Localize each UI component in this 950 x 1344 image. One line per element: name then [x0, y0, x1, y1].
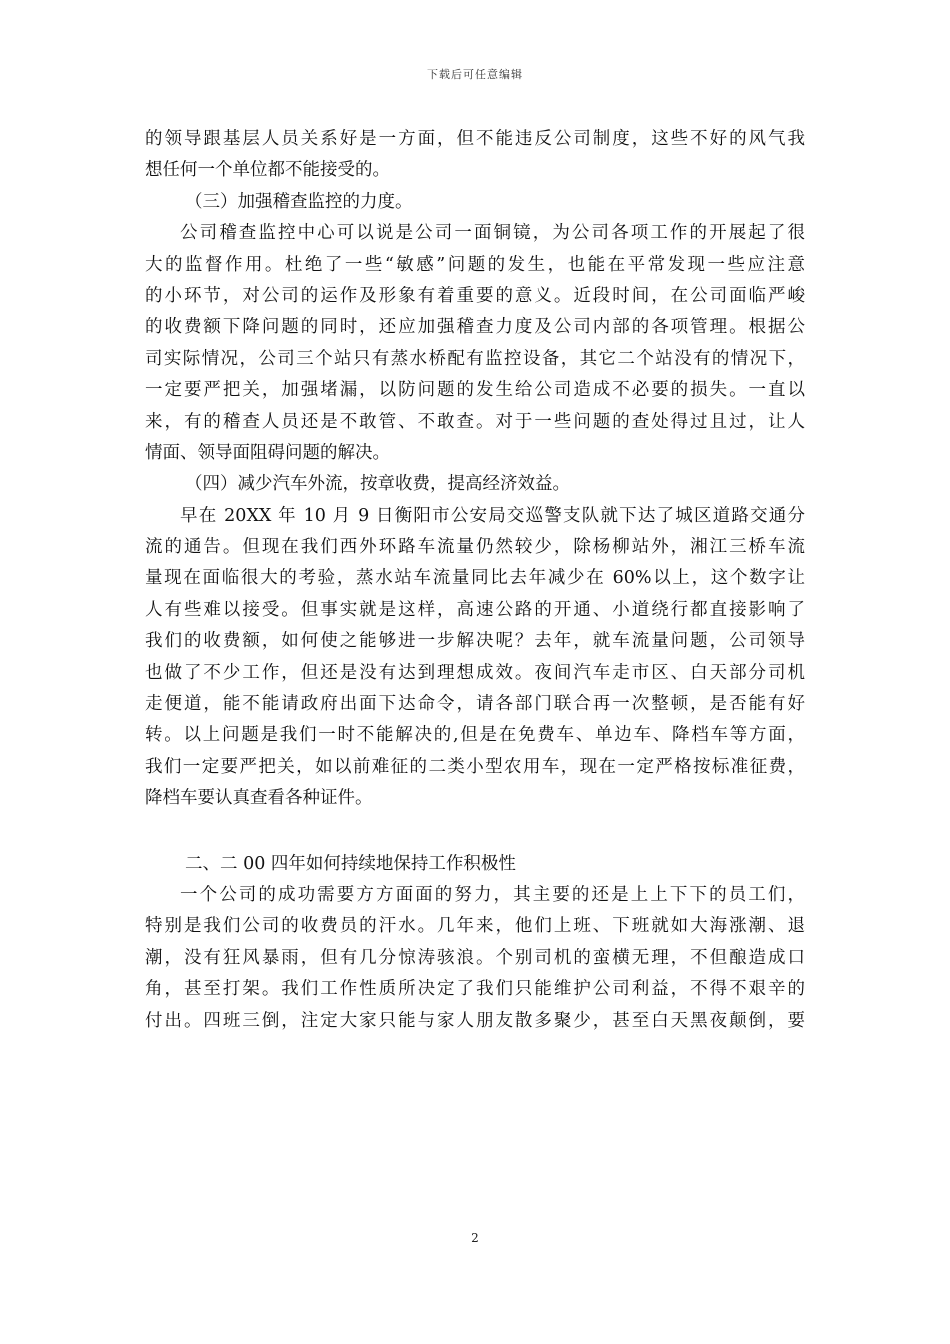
page-number: 2	[471, 1231, 479, 1245]
text-line: 早在 20XX 年 10 月 9 日衡阳市公安局交巡警支队就下达了城区道路交通分	[180, 505, 805, 526]
text-line: 的领导跟基层人员关系好是一方面，但不能违反公司制度，这些不好的风气我	[145, 129, 805, 149]
text-line: 量现在面临很大的考验，蒸水站车流量同比去年减少在 60%以上，这个数字让	[145, 568, 805, 589]
text-line: 我们的收费额，如何使之能够进一步解决呢？去年，就车流量问题，公司领导	[145, 631, 805, 652]
subsection-heading: （四）减少汽车外流，按章收费，提高经济效益。	[185, 474, 570, 495]
text-line: 转。以上问题是我们一时不能解决的,但是在免费车、单边车、降档车等方面，	[145, 725, 805, 746]
text-line: 的收费额下降问题的同时，还应加强稽查力度及公司内部的各项管理。根据公	[145, 317, 805, 338]
text-line: 我们一定要严把关，如以前难征的二类小型农用车，现在一定严格按标准征费，	[145, 756, 805, 777]
text-line: 降档车要认真查看各种证件。	[145, 788, 373, 809]
text-line: 潮，没有狂风暴雨，但有几分惊涛骇浪。个别司机的蛮横无理，不但酿造成口	[145, 947, 805, 968]
text-line: 特别是我们公司的收费员的汗水。几年来，他们上班、下班就如大海涨潮、退	[145, 916, 805, 937]
text-line: 走便道，能不能请政府出面下达命令，请各部门联合再一次整顿，是否能有好	[145, 694, 805, 715]
page-header: 下载后可任意编辑	[427, 68, 523, 81]
document-body	[145, 124, 805, 1037]
spacer	[145, 815, 805, 849]
text-line: 流的通告。但现在我们西外环路车流量仍然较少，除杨柳站外，湘江三桥车流	[145, 537, 805, 558]
paragraph	[145, 218, 805, 469]
text-line: 一个公司的成功需要方方面面的努力，其主要的还是上上下下的员工们，	[180, 884, 805, 905]
text-line: 付出。四班三倒，注定大家只能与家人朋友散多聚少，甚至白天黑夜颠倒，要	[145, 1010, 805, 1031]
text-line: 来，有的稽查人员还是不敢管、不敢查。对于一些问题的查处得过且过，让人	[145, 411, 805, 432]
text-line: 人有些难以接受。但事实就是这样，高速公路的开通、小道绕行都直接影响了	[145, 599, 805, 620]
text-line: 角，甚至打架。我们工作性质所决定了我们只能维护公司利益，不得不艰辛的	[145, 979, 805, 1000]
paragraph	[145, 880, 805, 1037]
text-line: 的小环节，对公司的运作及形象有着重要的意义。近段时间，在公司面临严峻	[145, 285, 805, 306]
paragraph	[145, 124, 805, 187]
paragraph	[145, 501, 805, 815]
text-line: 公司稽查监控中心可以说是公司一面铜镜，为公司各项工作的开展起了很	[180, 223, 805, 244]
text-line: 一定要严把关，加强堵漏，以防问题的发生给公司造成不必要的损失。一直以	[145, 380, 805, 401]
text-line: 司实际情况，公司三个站只有蒸水桥配有监控设备，其它二个站没有的情况下，	[145, 348, 805, 369]
text-line: 情面、领导面阻碍问题的解决。	[145, 442, 390, 463]
text-line: 大的监督作用。杜绝了一些“敏感”问题的发生，也能在平常发现一些应注意	[145, 254, 805, 275]
text-line: 也做了不少工作，但还是没有达到理想成效。夜间汽车走市区、白天部分司机	[145, 662, 805, 683]
section-heading: 二、二 00 四年如何持续地保持工作积极性	[185, 853, 516, 874]
subsection-heading: （三）加强稽查监控的力度。	[185, 191, 413, 212]
text-line: 想任何一个单位都不能接受的。	[145, 160, 390, 181]
